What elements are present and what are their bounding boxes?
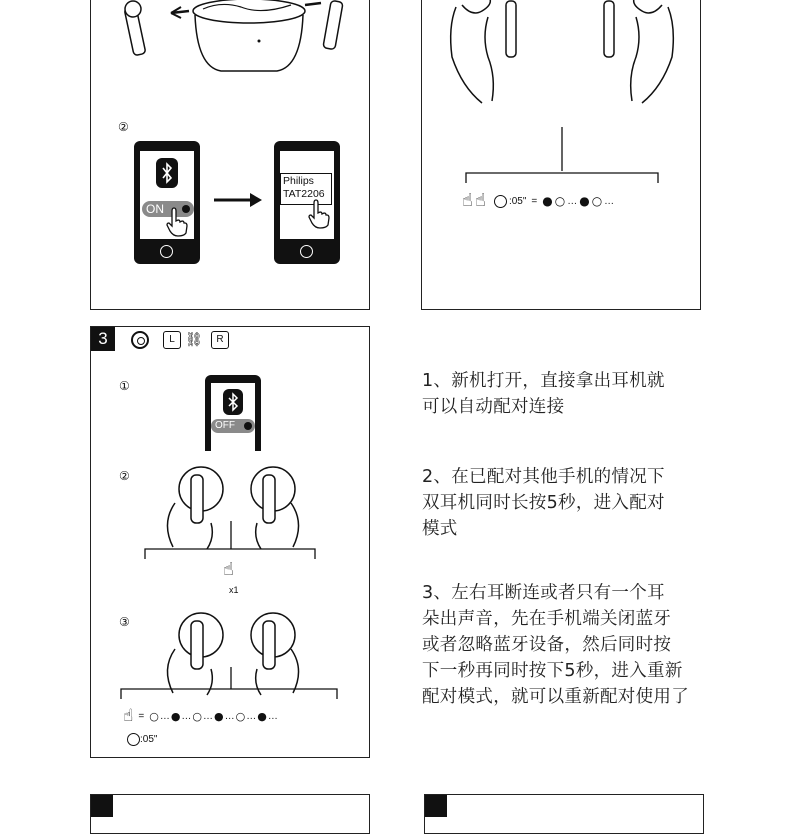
led-off-icon: ○	[149, 709, 159, 723]
tap-hand-icon	[306, 199, 332, 229]
led-off-icon: ○	[192, 709, 203, 723]
panel-long-press	[421, 0, 701, 310]
led-off-icon: ○	[235, 709, 246, 723]
equals-sign: =	[531, 195, 538, 207]
toggle-label: OFF	[215, 420, 235, 431]
step-number-badge: 3	[91, 327, 115, 351]
led-on-icon: ●	[170, 709, 181, 723]
sub-step-3-label: ③	[119, 615, 130, 629]
sub-step-1-label: ①	[119, 379, 130, 393]
equals-sign: =	[138, 710, 145, 722]
panel-step-3-reset	[90, 326, 370, 758]
toggle-knob	[244, 422, 252, 430]
timer-icon	[127, 733, 140, 746]
hands-holding-earbuds-illustration	[422, 0, 702, 197]
led-on-icon: ●	[214, 709, 224, 723]
tap-hand-icon: ☝	[223, 559, 234, 580]
step-2-label: ②	[118, 120, 129, 134]
tap-hand-icon: ☝	[474, 190, 486, 211]
ellipsis: …	[246, 710, 257, 722]
tap-hand-icon: ☝	[123, 706, 134, 726]
reset-timer	[127, 731, 157, 747]
led-on-icon: ●	[579, 194, 590, 208]
phone-bluetooth-on	[134, 141, 200, 264]
panel-step-4	[90, 794, 370, 834]
toggle-label: ON	[146, 202, 164, 216]
bluetooth-icon	[223, 389, 243, 415]
right-earbud-badge: R	[211, 331, 229, 349]
led-off-icon: ○	[554, 194, 566, 208]
sub-step-2-label: ②	[119, 469, 130, 483]
timer-icon	[494, 195, 507, 208]
arrow-right-icon	[214, 192, 264, 208]
tap-hand-icon	[164, 207, 190, 237]
link-icon: ⛓	[185, 332, 203, 348]
hands-pressing-earbuds-illustration	[91, 609, 371, 709]
ellipsis: …	[567, 195, 578, 207]
device-model: TAT2206	[283, 188, 325, 200]
ellipsis: …	[181, 710, 192, 722]
ellipsis: …	[267, 710, 278, 722]
instruction-paragraph-2: 2、在已配对其他手机的情况下 双耳机同时长按5秒，进入配对 模式	[422, 467, 665, 539]
led-off-icon: ○	[591, 194, 603, 208]
bluetooth-toggle-off[interactable]	[211, 419, 255, 433]
timer-duration: :05"	[140, 733, 158, 745]
led-on-icon: ●	[257, 709, 267, 723]
home-button	[160, 245, 173, 258]
ellipsis: …	[224, 710, 235, 722]
device-brand: Philips	[283, 175, 314, 187]
instruction-paragraph-1: 1、新机打开，直接拿出耳机就 可以自动配对连接	[422, 371, 665, 417]
home-button	[300, 245, 313, 258]
ellipsis: …	[159, 710, 170, 722]
ellipsis: …	[203, 710, 214, 722]
led-on-icon: ●	[542, 194, 553, 208]
settings-gear-icon	[131, 331, 149, 349]
ellipsis: …	[604, 195, 615, 207]
tap-hand-icon: ☝	[462, 190, 473, 211]
press-count: x1	[229, 585, 239, 595]
phone-bluetooth-off	[205, 375, 261, 451]
instruction-paragraph-3: 3、左右耳断连或者只有一个耳 朵出声音，先在手机端关闭蓝牙 或者忽略蓝牙设备，然后同时按 下一秒再同时按下5秒，进入重新 配对模式，就可以重新配对使用了	[422, 583, 689, 707]
bluetooth-icon	[156, 158, 178, 188]
panel-step-5	[424, 794, 704, 834]
long-press-sequence	[462, 189, 614, 213]
reset-led-sequence	[123, 705, 278, 727]
left-earbud-badge: L	[163, 331, 181, 349]
timer-duration: :05"	[508, 195, 527, 207]
phone-device-list	[274, 141, 340, 264]
